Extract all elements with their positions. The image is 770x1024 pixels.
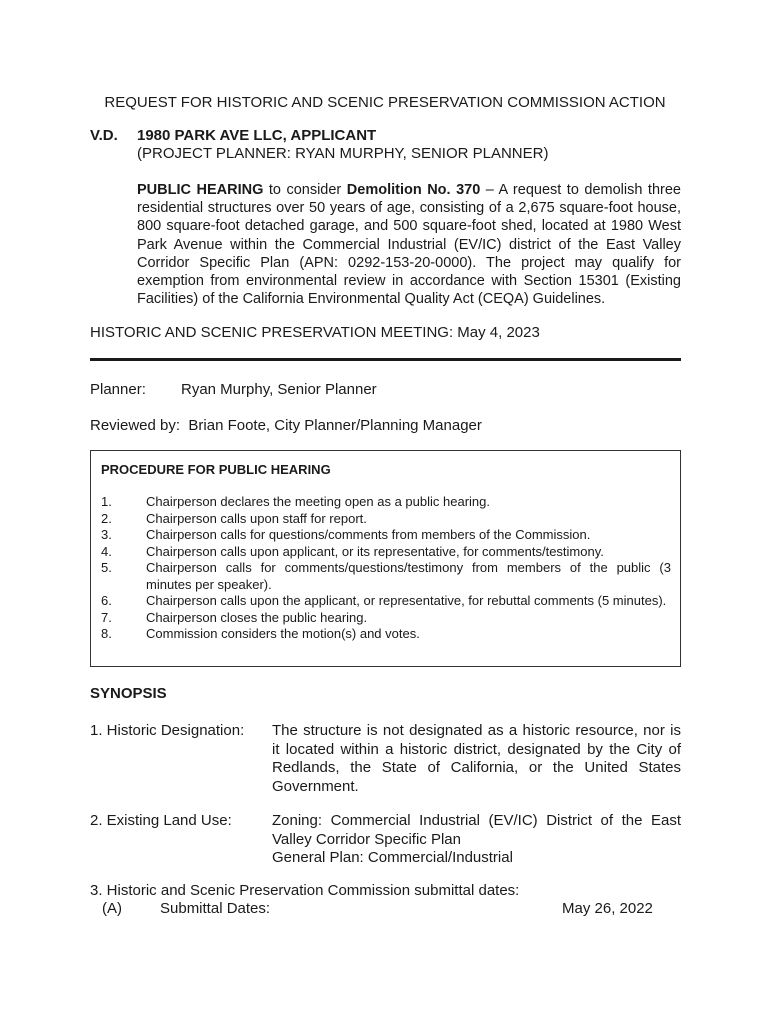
demolition-number: Demolition No. 370 — [346, 182, 481, 198]
step-number: 6. — [101, 593, 112, 608]
procedure-step — [101, 544, 671, 561]
step-text: Chairperson calls upon staff for report. — [146, 510, 367, 526]
procedure-step — [101, 610, 671, 627]
step-text: Chairperson calls for comments/questions/testimony from members of the public (3 minutes per speaker). — [146, 560, 671, 592]
reviewed-by-value: Brian Foote, City Planner/Planning Manager — [188, 417, 482, 434]
step-number: 2. — [101, 510, 112, 526]
planner-label: Planner: — [90, 381, 146, 398]
procedure-box — [90, 450, 681, 667]
step-text: Chairperson calls for questions/comments from members of the Commission. — [146, 527, 591, 542]
synopsis-heading: SYNOPSIS — [90, 685, 167, 702]
submittal-row — [90, 900, 270, 918]
submittal-letter: (A) — [102, 900, 122, 917]
procedure-step — [101, 560, 671, 593]
item-number: V.D. — [90, 127, 118, 144]
document-title: REQUEST FOR HISTORIC AND SCENIC PRESERVATION COMMISSION ACTION — [104, 94, 666, 111]
existing-land-use-label: 2. Existing Land Use: — [90, 812, 232, 829]
step-text: Chairperson calls upon applicant, or its representative, for comments/testimony. — [146, 543, 604, 559]
project-description — [137, 181, 681, 308]
public-hearing-label: PUBLIC HEARING — [137, 182, 264, 198]
description-text-1: to consider — [263, 182, 347, 198]
step-number: 1. — [101, 494, 112, 509]
reviewed-by-label: Reviewed by: — [90, 417, 181, 434]
submittal-label: Submittal Dates: — [160, 900, 271, 917]
procedure-title: PROCEDURE FOR PUBLIC HEARING — [101, 462, 331, 477]
planner-value: Ryan Murphy, Senior Planner — [181, 381, 377, 398]
section-divider — [90, 358, 681, 361]
step-number: 4. — [101, 543, 112, 559]
procedure-step — [101, 626, 671, 643]
meeting-line: HISTORIC AND SCENIC PRESERVATION MEETING: May 4, 2023 — [90, 324, 540, 341]
step-number: 3. — [101, 527, 112, 542]
applicant-line: 1980 PARK AVE LLC, APPLICANT — [137, 127, 377, 144]
step-number: 7. — [101, 609, 112, 625]
general-plan-line: General Plan: Commercial/Industrial — [272, 849, 513, 867]
planner-row — [90, 381, 377, 399]
procedure-step — [101, 527, 671, 544]
procedure-step — [101, 494, 671, 511]
description-text-2: – A request to demolish three residential structures over 50 years of age, consisting of a 2,675 square-foot house, 800 square-foot detached garage, and 500 square-foot shed, located at 1980 West Park Avenue within the Commercial Industrial (EV/IC) district of the East Valley Corridor Specific Plan (APN: 0292-153-20-0000). The project may qualify for exemption from environmental review in accordance with Section 15301 (Existing Facilities) of the California Environmental Quality Act (CEQA) Guidelines. — [137, 182, 681, 308]
existing-land-use-value — [272, 812, 681, 868]
step-number: 8. — [101, 626, 112, 641]
procedure-list — [101, 494, 671, 643]
procedure-step — [101, 593, 671, 610]
submittal-date: May 26, 2022 — [562, 900, 653, 917]
step-text: Commission considers the motion(s) and votes. — [146, 626, 420, 641]
project-planner-line: (PROJECT PLANNER: RYAN MURPHY, SENIOR PLANNER) — [137, 145, 549, 162]
reviewed-by-row — [90, 417, 482, 435]
historic-designation-label: 1. Historic Designation: — [90, 722, 245, 739]
step-text: Chairperson declares the meeting open as a public hearing. — [146, 494, 490, 509]
step-number: 5. — [101, 560, 112, 575]
historic-designation-value: The structure is not designated as a historic resource, nor is it located within a historic district, designated by the City of Redlands, the State of California, or the United States Government. — [272, 722, 681, 795]
procedure-step — [101, 511, 671, 528]
zoning-line: Zoning: Commercial Industrial (EV/IC) District of the East Valley Corridor Specific Plan — [272, 812, 681, 848]
submittal-dates-heading: 3. Historic and Scenic Preservation Commission submittal dates: — [90, 882, 520, 899]
step-text: Chairperson calls upon the applicant, or representative, for rebuttal comments (5 minutes). — [146, 593, 667, 608]
step-text: Chairperson closes the public hearing. — [146, 609, 368, 625]
